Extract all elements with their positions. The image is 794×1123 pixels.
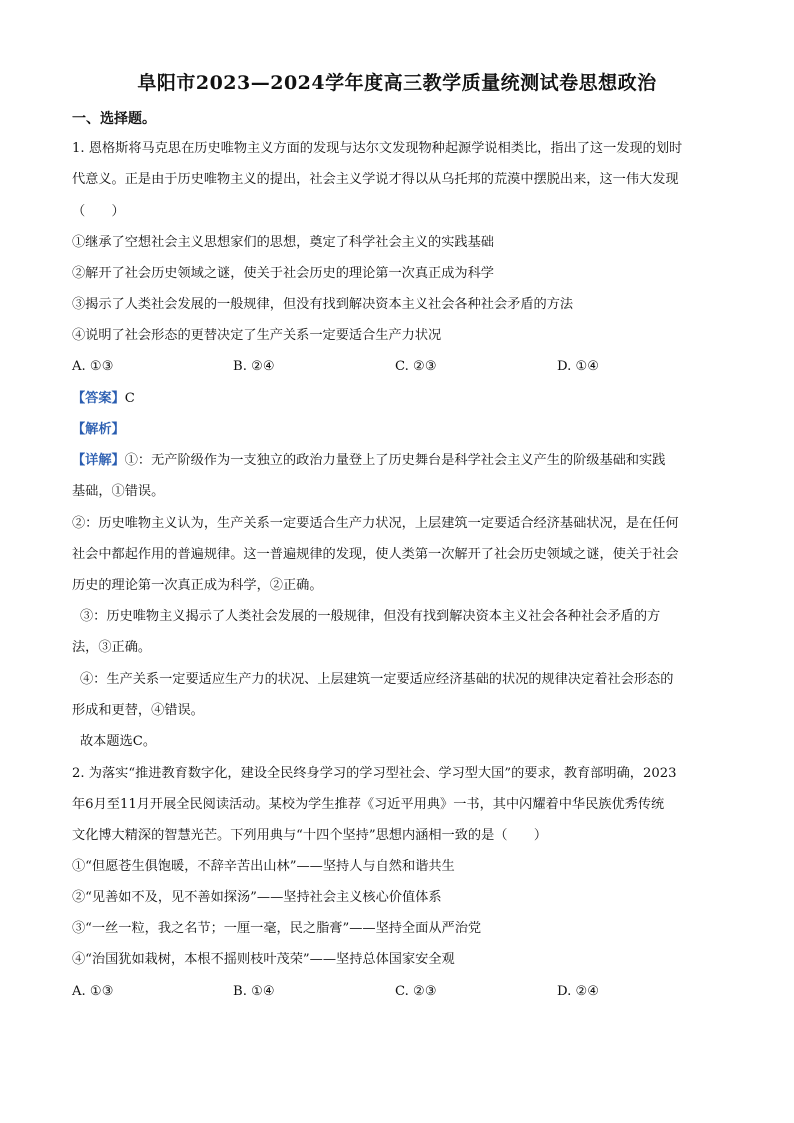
- q1-explain-line: 法，③正确。: [72, 640, 152, 655]
- q1-option-b: B. ②④: [233, 359, 275, 374]
- q1-explain-line: ③：历史唯物主义揭示了人类社会发展的一般规律，但没有找到解决资本主义社会各种社会矛盾的方: [80, 609, 661, 624]
- q1-explain-line: [72, 451, 724, 471]
- q1-item: ③揭示了人类社会发展的一般规律，但没有找到解决资本主义社会各种社会矛盾的方法: [72, 297, 574, 312]
- q1-stem-line: 1. 恩格斯将马克思在历史唯物主义方面的发现与达尔文发现物种起源学说相类比，指出了这一发现的划时: [72, 141, 683, 156]
- q1-analysis-line: [72, 420, 724, 440]
- q2-stem-line: 年6月至11月开展全民阅读活动。某校为学生推荐《习近平用典》一书，其中闪耀着中华民族优秀传统: [72, 797, 665, 812]
- q2-options: [72, 982, 724, 1002]
- q2-item: ④“治国犹如栽树，本根不摇则枝叶茂荣”——坚持总体国家安全观: [72, 952, 455, 967]
- q1-stem-line: 代意义。正是由于历史唯物主义的提出，社会主义学说才得以从乌托邦的荒漠中摆脱出来，这一伟大发现: [72, 172, 679, 187]
- q1-explain-line: 形成和更替，④错误。: [72, 703, 204, 718]
- q1-explain-line: 基础，①错误。: [72, 484, 165, 499]
- explain-text: ①：无产阶级作为一支独立的政治力量登上了历史舞台是科学社会主义产生的阶级基础和实践: [124, 453, 666, 468]
- q2-option-d: D. ②④: [557, 984, 600, 999]
- q1-explain-line: ②：历史唯物主义认为，生产关系一定要适合生产力状况，上层建筑一定要适合经济基础状况，是在任何: [72, 516, 679, 531]
- q2-option-c: C. ②③: [395, 984, 437, 999]
- q1-explain-line: 历史的理论第一次真正成为科学，②正确。: [72, 578, 323, 593]
- q1-item: ④说明了社会形态的更替决定了生产关系一定要适合生产力状况: [72, 328, 442, 343]
- q1-option-a: A. ①③: [72, 359, 114, 374]
- page-title: 阜阳市2023—2024学年度高三教学质量统测试卷思想政治: [137, 72, 657, 94]
- q2-stem-line: 文化博大精深的智慧光芒。下列用典与“十四个坚持”思想内涵相一致的是（ ）: [72, 828, 548, 843]
- section-heading: 一、选择题。: [72, 111, 156, 127]
- q1-answer-line: [72, 389, 724, 409]
- q2-item: ①“但愿苍生俱饱暖，不辞辛苦出山林”——坚持人与自然和谐共生: [72, 859, 455, 874]
- q1-explain-line: 社会中都起作用的普遍规律。这一普遍规律的发现，使人类第一次解开了社会历史领域之谜，使关于社会: [72, 547, 679, 562]
- q2-item: ③“一丝一粒，我之名节；一厘一毫，民之脂膏”——坚持全面从严治党: [72, 921, 482, 936]
- q2-option-a: A. ①③: [72, 984, 114, 999]
- q1-stem-line: （ ）: [72, 204, 125, 219]
- q1-conclusion: 故本题选C。: [80, 734, 157, 749]
- q1-item: ②解开了社会历史领域之谜，使关于社会历史的理论第一次真正成为科学: [72, 266, 494, 281]
- q1-item: ①继承了空想社会主义思想家们的思想，奠定了科学社会主义的实践基础: [72, 235, 494, 250]
- analysis-tag: 【解析】: [72, 422, 125, 437]
- q2-item: ②“见善如不及，见不善如探汤”——坚持社会主义核心价值体系: [72, 890, 442, 905]
- q2-option-b: B. ①④: [233, 984, 275, 999]
- q1-option-d: D. ①④: [557, 359, 600, 374]
- answer-tag: 【答案】: [72, 391, 125, 406]
- detail-tag: 【详解】: [72, 453, 125, 468]
- q2-stem-line: 2. 为落实“推进教育数字化，建设全民终身学习的学习型社会、学习型大国”的要求，教育部明确，2023: [72, 766, 677, 781]
- q1-explain-line: ④：生产关系一定要适应生产力的状况、上层建筑一定要适应经济基础的状况的规律决定着社会形态的: [80, 672, 674, 687]
- q1-options: [72, 357, 724, 377]
- answer-value: C: [124, 391, 135, 406]
- q1-option-c: C. ②③: [395, 359, 437, 374]
